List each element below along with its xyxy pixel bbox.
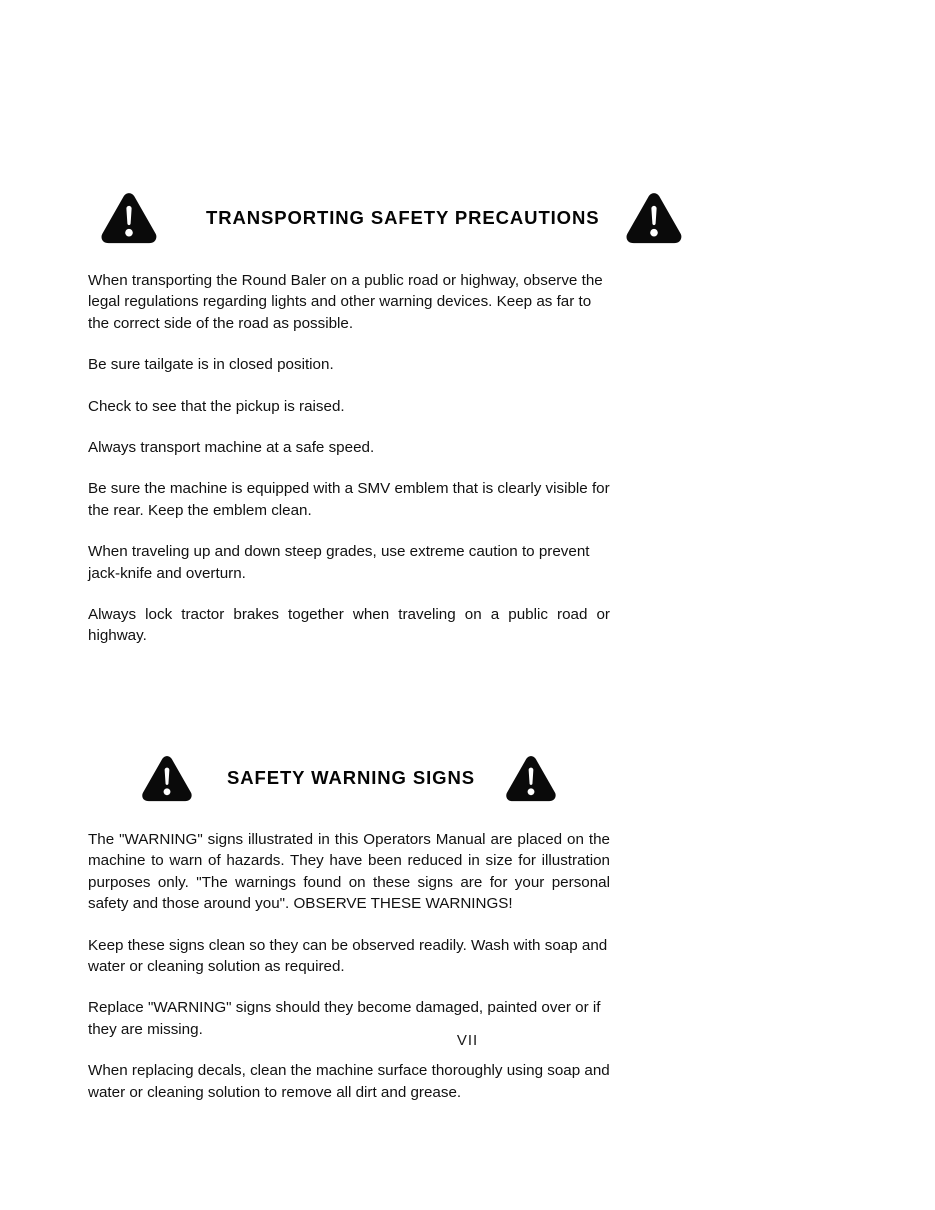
page-content-column (88, 0, 610, 1103)
paragraph: Be sure the machine is equipped with a SMV emblem that is clearly visible for the rear. Keep the emblem clean. (88, 480, 610, 519)
paragraph: Check to see that the pickup is raised. (88, 397, 345, 415)
warning-triangle-icon (505, 755, 557, 802)
paragraph: When replacing decals, clean the machine surface thoroughly using soap and water or cleaning solution to remove all dirt and grease. (88, 1062, 610, 1101)
paragraph: When traveling up and down steep grades, use extreme caution to prevent jack-knife and overturn. (88, 543, 590, 582)
warning-triangle-icon (100, 192, 158, 244)
section-heading-safety-warning-signs (88, 755, 610, 802)
paragraph: Always lock tractor brakes together when traveling on a public road or highway. (88, 606, 610, 645)
paragraph: Be sure tailgate is in closed position. (88, 356, 334, 374)
paragraph: Keep these signs clean so they can be observed readily. Wash with soap and water or cleaning solution as required. (88, 936, 608, 975)
section-heading-transporting-safety-precautions (88, 192, 610, 244)
section-heading-label: TRANSPORTING SAFETY PRECAUTIONS (206, 207, 600, 228)
section-body-transporting-safety-precautions (88, 270, 610, 647)
paragraph: Replace "WARNING" signs should they become damaged, painted over or if they are missing. (88, 999, 601, 1038)
section-heading-label: SAFETY WARNING SIGNS (227, 767, 475, 789)
paragraph: When transporting the Round Baler on a public road or highway, observe the legal regulations regarding lights and other warning devices. Keep as far to the correct side of the road as possible. (88, 272, 603, 332)
paragraph: The "WARNING" signs illustrated in this Operators Manual are placed on the machine to warn of hazards. They have been reduced in size for illustration purposes only. "The warnings found on these signs are for your personal safety and those around you". OBSERVE THESE WARNINGS! (88, 830, 610, 913)
warning-triangle-icon (141, 755, 193, 802)
paragraph: Always transport machine at a safe speed. (88, 439, 375, 457)
page-number: VII (456, 1032, 479, 1049)
warning-triangle-icon (625, 192, 683, 244)
section-body-safety-warning-signs (88, 829, 610, 1103)
